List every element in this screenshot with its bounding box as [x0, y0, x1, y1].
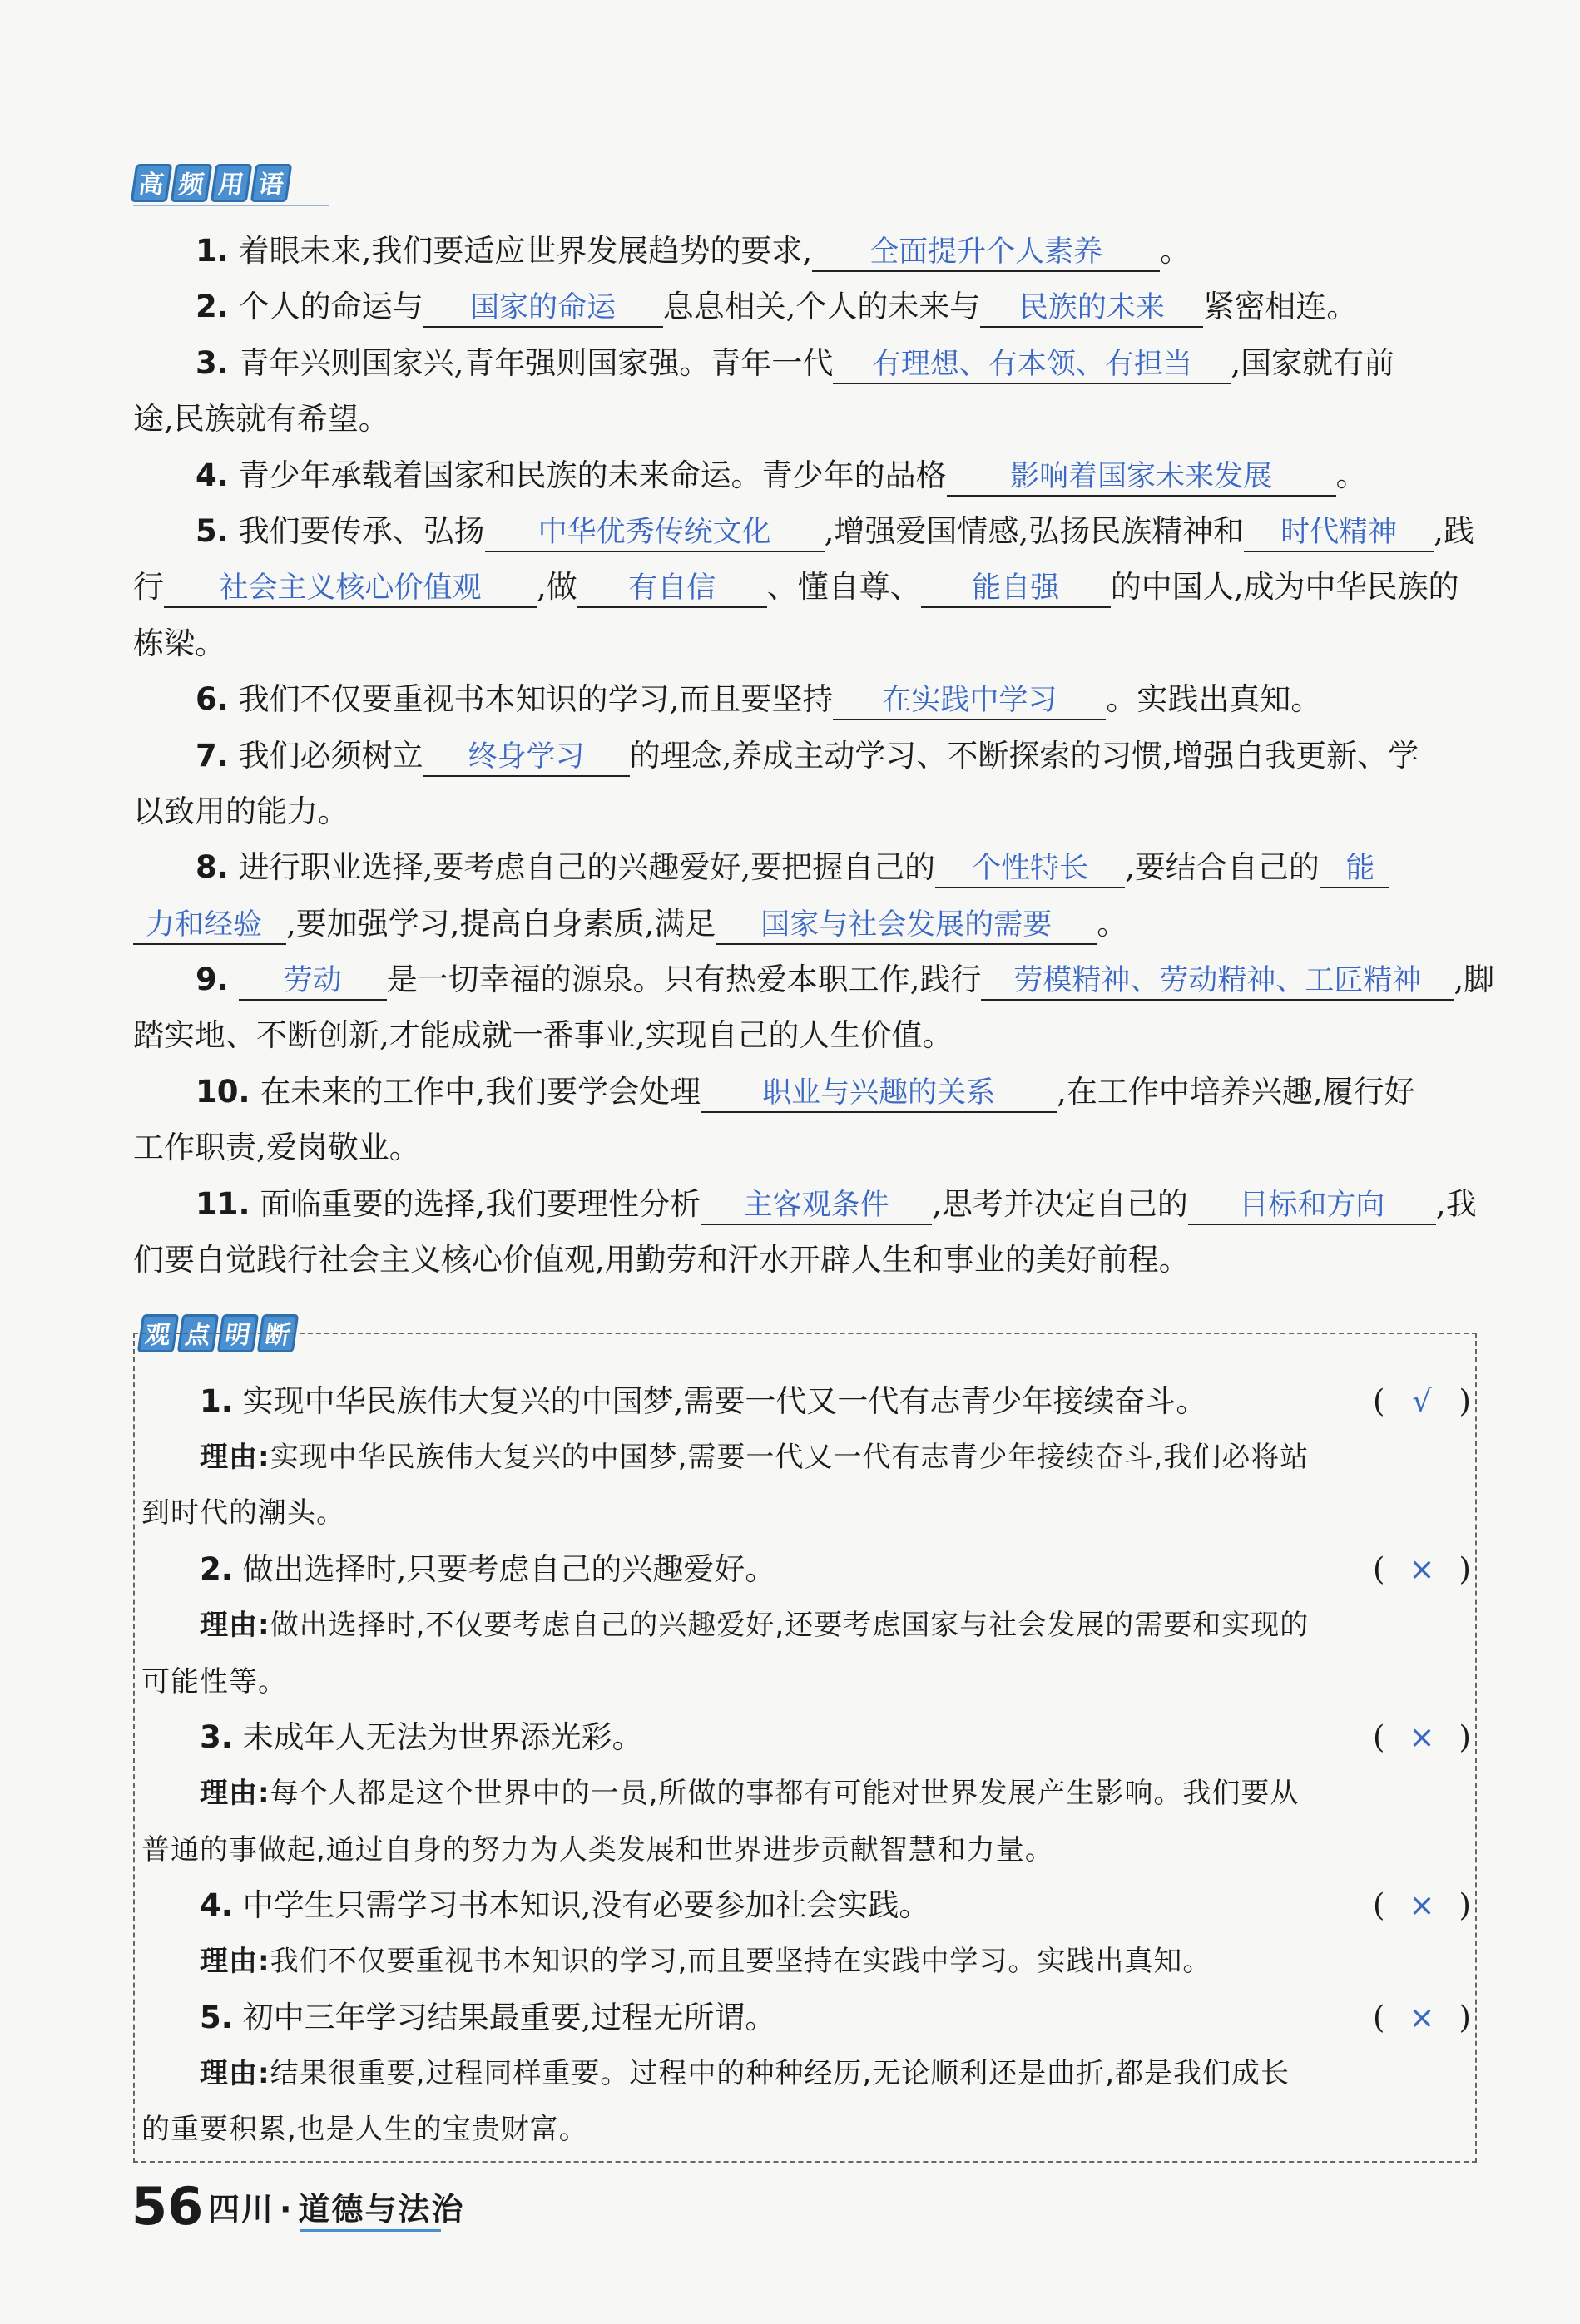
judgement-mark-4: ( × )	[1373, 1885, 1471, 1926]
fill-line-5-cont: 行 社会主义核心价值观 ,做 有自信 、懂自尊、 能自强 的中国人,成为中华民族的	[133, 566, 1481, 608]
reason-4-line-1: 理由:我们不仅要重视书本知识的学习,而且要坚持在实践中学习。实践出真知。	[200, 1945, 1212, 1978]
fill-line-5-cont2: 栋梁。	[133, 626, 225, 661]
fill-line-5: 5. 我们要传承、弘扬 中华优秀传统文化 ,增强爱国情感,弘扬民族精神和 时代精神 ,践	[196, 511, 1481, 552]
badge-char: 断	[257, 1314, 299, 1352]
cross-icon: ×	[1409, 1551, 1435, 1587]
badge-char: 观	[137, 1314, 179, 1352]
answer-blank: 劳模精神、劳动精神、工匠精神	[981, 962, 1454, 1001]
fill-line-2: 2. 个人的命运与 国家的命运 息息相关,个人的未来与 民族的未来 紧密相连。	[196, 286, 1481, 328]
fill-line-7: 7. 我们必须树立 终身学习 的理念,养成主动学习、不断探索的习惯,增强自我更新、学	[196, 735, 1481, 777]
answer-blank: 国家与社会发展的需要	[716, 907, 1097, 945]
cross-icon: ×	[1409, 1887, 1435, 1923]
fill-line-3: 3. 青年兴则国家兴,青年强则国家强。青年一代 有理想、有本领、有担当 ,国家就有前	[196, 343, 1481, 384]
answer-blank: 能	[1320, 850, 1389, 888]
fill-line-9: 9. 劳动 是一切幸福的源泉。只有热爱本职工作,践行 劳模精神、劳动精神、工匠精神 ,脚	[196, 959, 1481, 1001]
answer-blank: 时代精神	[1244, 514, 1434, 552]
section-badge-high-frequency	[131, 164, 292, 202]
fill-line-4: 4. 青少年承载着国家和民族的未来命运。青少年的品格 影响着国家未来发展 。	[196, 455, 1481, 497]
answer-blank: 职业与兴趣的关系	[701, 1075, 1057, 1113]
fill-line-9-cont: 踏实地、不断创新,才能成就一番事业,实现自己的人生价值。	[133, 1017, 953, 1053]
fill-line-11-cont: 们要自觉践行社会主义核心价值观,用勤劳和汗水开辟人生和事业的美好前程。	[133, 1242, 1190, 1278]
answer-blank: 终身学习	[423, 739, 630, 777]
viewpoint-statement-5: 5. 初中三年学习结果最重要,过程无所谓。	[200, 2000, 776, 2035]
fill-line-10: 10. 在未来的工作中,我们要学会处理 职业与兴趣的关系 ,在工作中培养兴趣,履行好	[196, 1071, 1481, 1113]
answer-blank: 全面提升个人素养	[812, 234, 1160, 272]
answer-blank: 有自信	[577, 570, 767, 608]
viewpoint-statement-2: 2. 做出选择时,只要考虑自己的兴趣爱好。	[200, 1551, 776, 1587]
cross-icon: ×	[1409, 1719, 1435, 1755]
reason-5-line-2: 的重要积累,也是人生的宝贵财富。	[141, 2113, 588, 2146]
badge-char: 频	[171, 164, 212, 202]
answer-blank: 有理想、有本领、有担当	[833, 346, 1231, 384]
answer-blank: 民族的未来	[980, 289, 1203, 328]
footer-subject: 道德与法治	[298, 2191, 465, 2228]
fill-line-3-cont: 途,民族就有希望。	[133, 401, 389, 437]
fill-line-11: 11. 面临重要的选择,我们要理性分析 主客观条件 ,思考并决定自己的 目标和方向 ,我	[196, 1184, 1481, 1225]
page-number: 56	[131, 2176, 204, 2237]
judgement-mark-1: ( √ )	[1373, 1381, 1471, 1422]
fill-line-7-cont: 以致用的能力。	[133, 794, 349, 829]
answer-blank: 力和经验	[133, 907, 286, 945]
judgement-mark-2: ( × )	[1373, 1549, 1471, 1590]
reason-5-line-1: 理由:结果很重要,过程同样重要。过程中的种种经历,无论顺利还是曲折,都是我们成长	[200, 2057, 1290, 2090]
answer-blank: 个性特长	[935, 850, 1125, 888]
viewpoint-statement-1: 1. 实现中华民族伟大复兴的中国梦,需要一代又一代有志青少年接续奋斗。	[200, 1383, 1207, 1419]
answer-blank: 能自强	[921, 570, 1111, 608]
answer-blank: 中华优秀传统文化	[485, 514, 825, 552]
answer-blank: 主客观条件	[701, 1187, 932, 1225]
judgement-mark-3: ( × )	[1373, 1717, 1471, 1758]
fill-line-8-cont: 力和经验 ,要加强学习,提高自身素质,满足 国家与社会发展的需要 。	[133, 903, 1481, 945]
footer-region: 四川	[208, 2191, 275, 2228]
answer-blank: 社会主义核心价值观	[164, 570, 537, 608]
footer-title	[208, 2191, 464, 2228]
badge-char: 点	[177, 1314, 219, 1352]
reason-1-line-2: 到时代的潮头。	[141, 1496, 345, 1530]
badge-underline	[133, 205, 329, 206]
judgement-mark-5: ( × )	[1373, 1997, 1471, 2039]
badge-char: 用	[211, 164, 252, 202]
viewpoint-statement-4: 4. 中学生只需学习书本知识,没有必要参加社会实践。	[200, 1887, 930, 1923]
reason-3-line-2: 普通的事做起,通过自身的努力为人类发展和世界进步贡献智慧和力量。	[141, 1833, 1054, 1867]
reason-1-line-1: 理由:实现中华民族伟大复兴的中国梦,需要一代又一代有志青少年接续奋斗,我们必将站	[200, 1441, 1310, 1474]
answer-blank: 在实践中学习	[833, 682, 1106, 720]
answer-blank: 国家的命运	[423, 289, 663, 328]
badge-char: 语	[250, 164, 292, 202]
cross-icon: ×	[1409, 2000, 1435, 2035]
fill-line-10-cont: 工作职责,爱岗敬业。	[133, 1130, 420, 1165]
answer-blank: 劳动	[239, 962, 387, 1001]
reason-3-line-1: 理由:每个人都是这个世界中的一员,所做的事都有可能对世界发展产生影响。我们要从	[200, 1777, 1300, 1810]
reason-2-line-1: 理由:做出选择时,不仅要考虑自己的兴趣爱好,还要考虑国家与社会发展的需要和实现的	[200, 1609, 1310, 1642]
fill-line-6: 6. 我们不仅要重视书本知识的学习,而且要坚持 在实践中学习 。实践出真知。	[196, 679, 1481, 720]
badge-char: 明	[217, 1314, 259, 1352]
fill-line-8: 8. 进行职业选择,要考虑自己的兴趣爱好,要把握自己的 个性特长 ,要结合自己的 能	[196, 847, 1481, 888]
viewpoint-statement-3: 3. 未成年人无法为世界添光彩。	[200, 1719, 643, 1755]
answer-blank: 目标和方向	[1188, 1187, 1436, 1225]
footer-underline	[300, 2229, 441, 2232]
reason-2-line-2: 可能性等。	[141, 1665, 287, 1698]
check-icon: √	[1412, 1383, 1432, 1419]
fill-line-1: 1. 着眼未来,我们要适应世界发展趋势的要求, 全面提升个人素养 。	[196, 230, 1481, 272]
answer-blank: 影响着国家未来发展	[947, 458, 1336, 497]
footer-dot: ·	[280, 2191, 294, 2228]
badge-char: 高	[131, 164, 172, 202]
